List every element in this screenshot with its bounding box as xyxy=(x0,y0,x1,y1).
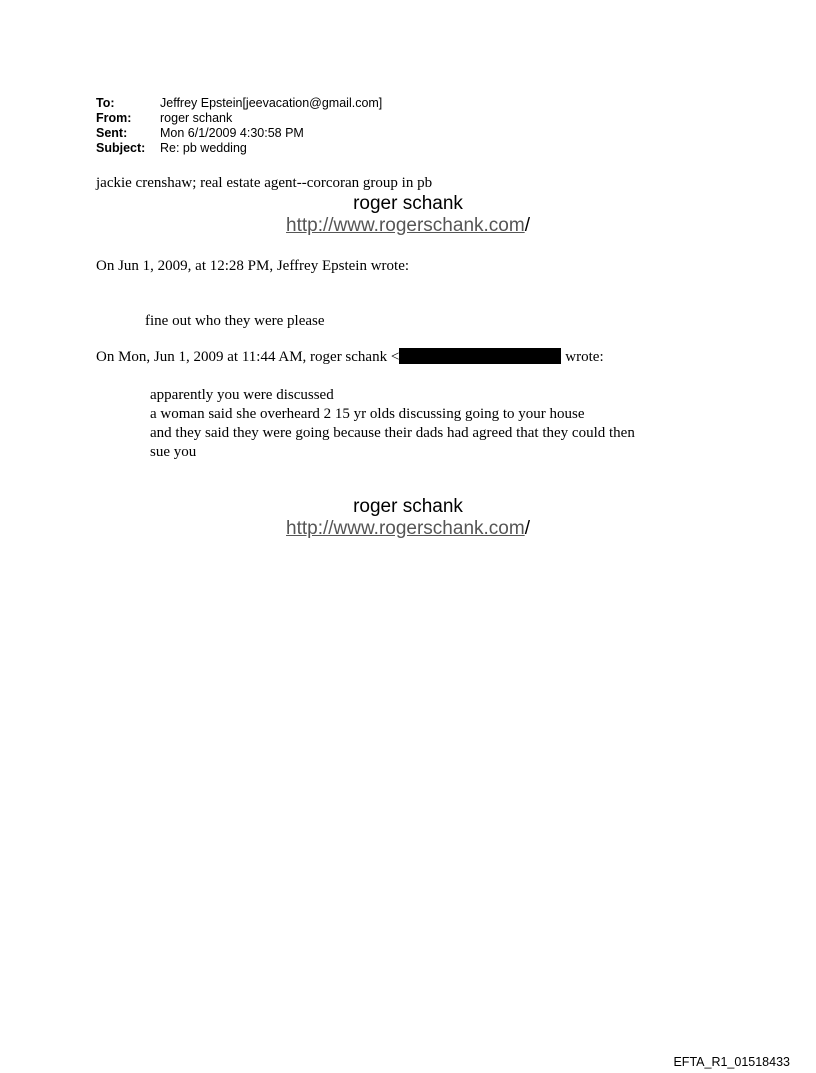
quoted-line: a woman said she overheard 2 15 yr olds discussing going to your house xyxy=(150,406,585,422)
subject-value: Re: pb wedding xyxy=(160,141,247,155)
signature-url-link[interactable]: http://www.rogerschank.com xyxy=(286,215,525,236)
signature2-link-line xyxy=(0,518,816,540)
to-value: Jeffrey Epstein[jeevacation@gmail.com] xyxy=(160,96,383,110)
signature2-url-suffix: / xyxy=(524,518,530,539)
redaction-box xyxy=(399,348,561,364)
signature2-name: roger schank xyxy=(353,496,463,517)
quoted-intro-after: wrote: xyxy=(565,349,604,365)
document-id: EFTA_R1_01518433 xyxy=(673,1055,790,1069)
from-label: From: xyxy=(96,111,132,125)
quoted-intro xyxy=(96,348,604,367)
quoted-message xyxy=(150,386,635,462)
header-subject-row xyxy=(96,141,382,156)
quoted-line: apparently you were discussed xyxy=(150,387,334,403)
signature-link-line xyxy=(0,215,816,237)
quoted-line: sue you xyxy=(150,444,197,460)
email-header xyxy=(96,96,382,156)
body-line: jackie crenshaw; real estate agent--corcoran group in pb xyxy=(96,175,433,191)
quoted-intro-before: On Mon, Jun 1, 2009 at 11:44 AM, roger schank < xyxy=(96,349,400,365)
to-label: To: xyxy=(96,96,115,110)
header-sent-row xyxy=(96,126,382,141)
header-to-row xyxy=(96,96,382,111)
from-value: roger schank xyxy=(160,111,233,125)
quoted-line: and they said they were going because their dads had agreed that they could then xyxy=(150,425,635,441)
sent-label: Sent: xyxy=(96,126,128,140)
signature-name: roger schank xyxy=(353,193,463,214)
signature-url-suffix: / xyxy=(524,215,530,236)
sent-value: Mon 6/1/2009 4:30:58 PM xyxy=(160,126,304,140)
reply-intro: On Jun 1, 2009, at 12:28 PM, Jeffrey Epstein wrote: xyxy=(96,258,410,274)
signature2-url-link[interactable]: http://www.rogerschank.com xyxy=(286,518,525,539)
header-from-row xyxy=(96,111,382,126)
reply-text: fine out who they were please xyxy=(145,313,325,329)
subject-label: Subject: xyxy=(96,141,146,155)
